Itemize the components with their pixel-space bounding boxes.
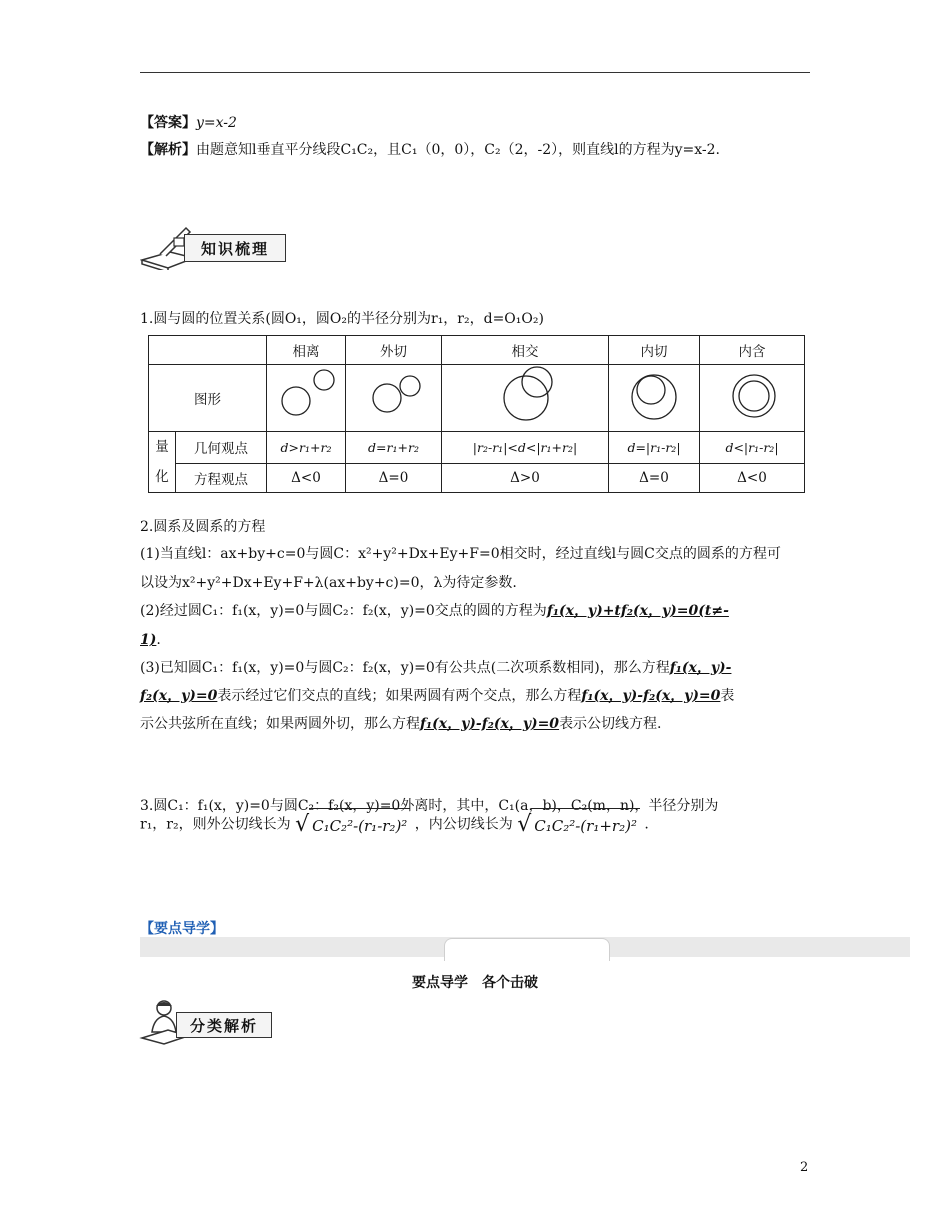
- s3-text-b: ，内公切线长为: [414, 816, 513, 833]
- p3-formula-a: f₁(x，y)-: [669, 660, 732, 676]
- inner-tangent-formula: [517, 808, 640, 841]
- equation-cell-external: Δ=0: [346, 463, 442, 492]
- figure-internal-tangent: [609, 365, 700, 432]
- relation-table: [148, 335, 805, 493]
- answer-line: [140, 113, 237, 133]
- p3-text-b: 表示经过它们交点的直线；如果两圆有两个交点，那么方程: [217, 688, 582, 704]
- equation-row-label: 方程观点: [176, 463, 267, 492]
- header-external-tangent: 外切: [346, 336, 442, 365]
- outer-tangent-formula: [295, 808, 410, 841]
- section2-p1-line2: 以设为x²+y²+Dx+Ey+F+λ(ax+by+c)=0，λ为待定参数.: [140, 575, 517, 591]
- header-intersect: 相交: [442, 336, 609, 365]
- quant-label: 量化: [155, 439, 169, 485]
- figure-intersect: [442, 365, 609, 432]
- equation-cell-separate: Δ<0: [267, 463, 346, 492]
- p3-text-a: (3)已知圆C₁：f₁(x，y)=0与圆C₂：f₂(x，y)=0有公共点(二次项系数相同)，那么方程: [140, 660, 670, 676]
- p3-text-c: 表: [720, 688, 735, 704]
- quant-label-cell: [149, 432, 176, 493]
- inner-formula-text: C₁C₂²-(r₁+r₂)²: [531, 808, 640, 841]
- s3-text-a: r₁，r₂，则外公切线长为: [140, 816, 291, 833]
- p3-formula-b: f₁(x，y)-f₂(x，y)=0: [581, 688, 721, 704]
- knowledge-badge: 知识梳理: [184, 234, 286, 262]
- category-badge: 分类解析: [176, 1012, 272, 1038]
- contained-circles-icon: [702, 365, 802, 427]
- section2-p2-line1: [140, 601, 729, 621]
- section2-title: 2.圆系及圆系的方程: [140, 519, 266, 535]
- analysis-content: 由题意知l垂直平分线段C₁C₂，且C₁（0，0），C₂（2，-2），则直线l的方程为y=x-2.: [196, 142, 720, 158]
- header-rule: [140, 72, 810, 73]
- section2-p2-line2: [140, 630, 161, 650]
- figure-separate: [267, 365, 346, 432]
- header-separate: 相离: [267, 336, 346, 365]
- p3-text-d: 示公共弦所在直线；如果两圆外切，那么方程: [140, 716, 420, 732]
- external-tangent-circles-icon: [349, 365, 439, 427]
- intersecting-circles-icon: [445, 365, 605, 427]
- section3-line1: 3.圆C₁：f₁(x，y)=0与圆C₂：f₂(x，y)=0外离时，其中，C₁(a，b)，C₂(m，n)，半径分别为: [140, 798, 719, 814]
- key-points-label: 【要点导学】: [140, 921, 224, 937]
- sqrt-icon: √: [517, 811, 532, 837]
- page-number: 2: [800, 1160, 809, 1175]
- geometry-cell-external: d=r₁+r₂: [346, 432, 442, 464]
- p3-formula-c: f₁(x，y)-f₂(x，y)=0: [420, 716, 560, 732]
- p2-period: .: [156, 632, 161, 648]
- geometry-cell-contain: d<|r₁-r₂|: [700, 432, 805, 464]
- section2-p3-line2: [140, 686, 734, 706]
- p2-formula: f₁(x，y)+tf₂(x，y)=0(t≠-: [546, 603, 729, 619]
- section2-p1-line1: (1)当直线l：ax+by+c=0与圆C：x²+y²+Dx+Ey+F=0相交时，经过直线l与圆C交点的圆系的方程可: [140, 546, 781, 562]
- table-corner: [149, 336, 267, 365]
- analysis-label: 【解析】: [140, 142, 196, 158]
- internal-tangent-circles-icon: [611, 365, 697, 427]
- p2-text-a: (2)经过圆C₁：f₁(x，y)=0与圆C₂：f₂(x，y)=0交点的圆的方程为: [140, 603, 547, 619]
- analysis-line: [140, 140, 720, 160]
- geometry-cell-internal: d=|r₁-r₂|: [609, 432, 700, 464]
- section2-p3-line3: [140, 714, 662, 734]
- section1-title: 1.圆与圆的位置关系(圆O₁，圆O₂的半径分别为r₁，r₂，d=O₁O₂): [140, 311, 544, 327]
- geometry-row-label: 几何观点: [176, 432, 267, 464]
- answer-content: y=x-2: [196, 115, 237, 131]
- outer-formula-text: C₁C₂²-(r₁-r₂)²: [309, 808, 410, 841]
- key-points-tab: [444, 938, 610, 961]
- figure-contain: [700, 365, 805, 432]
- equation-cell-contain: Δ<0: [700, 463, 805, 492]
- p3-text-e: 表示公切线方程.: [559, 716, 662, 732]
- equation-cell-intersect: Δ>0: [442, 463, 609, 492]
- figure-external-tangent: [346, 365, 442, 432]
- header-contain: 内含: [700, 336, 805, 365]
- answer-label: 【答案】: [140, 115, 196, 131]
- figure-label: 图形: [149, 365, 267, 432]
- p2-formula-end: 1): [140, 632, 157, 648]
- section2-p3-line1: [140, 658, 731, 678]
- geometry-cell-separate: d>r₁+r₂: [267, 432, 346, 464]
- p3-formula-a-end: f₂(x，y)=0: [140, 688, 218, 704]
- geometry-cell-intersect: |r₂-r₁|<d<|r₁+r₂|: [442, 432, 609, 464]
- equation-cell-internal: Δ=0: [609, 463, 700, 492]
- s3-text-c: .: [644, 816, 649, 833]
- separate-circles-icon: [268, 365, 344, 427]
- sqrt-icon: √: [295, 811, 310, 837]
- header-internal-tangent: 内切: [609, 336, 700, 365]
- key-points-title: 要点导学 各个击破: [412, 975, 538, 991]
- section3-line2: [140, 808, 649, 841]
